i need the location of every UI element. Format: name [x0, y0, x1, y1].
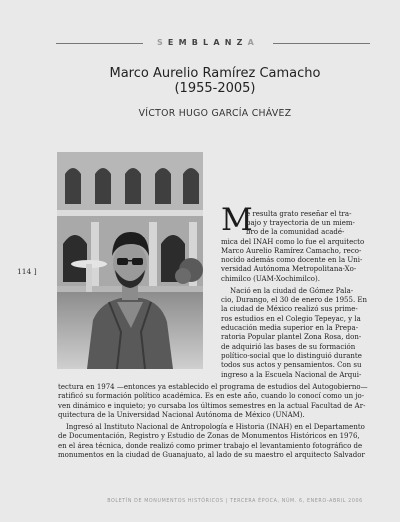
text-line: ros estudios en el Colegio Tepeyac, y la — [221, 315, 361, 323]
text-line: político-social que lo distinguió durante — [221, 352, 362, 360]
text-line: tectura en 1974 —entonces ya establecido el programa de estudios del Autogobierno— — [58, 383, 368, 391]
text-line: en el área técnica, donde realizó como primer trabajo el levantamiento fotográfico de — [58, 442, 363, 450]
text-line: monumentos en la ciudad de Guanajuato, al lado de su maestro el arquitecto Salvador — [58, 451, 365, 459]
drop-cap: M — [221, 202, 253, 238]
text-line: la ciudad de México realizó sus prime- — [221, 305, 358, 313]
text-line: bro de la comunidad acadé- — [246, 228, 345, 236]
text-line: ven dinámico e inquieto; yo cursaba los últimos semestres en la actual Facultad de Ar- — [58, 402, 366, 410]
text-line: educación media superior en la Prepa- — [221, 324, 359, 332]
text-line: versidad Autónoma Metropolitana-Xo- — [221, 265, 357, 273]
text-line: Marco Aurelio Ramírez Camacho, reco- — [221, 247, 362, 255]
text-line: de adquirió las bases de su formación — [221, 343, 356, 351]
text-line: de Documentación, Registro y Estudio de Zonas de Monumentos Históricos en 1976, — [58, 432, 360, 440]
article-author: VÍCTOR HUGO GARCÍA CHÁVEZ — [138, 108, 292, 119]
page-number: 114 ] — [17, 267, 37, 276]
article-title: Marco Aurelio Ramírez Camacho — [109, 66, 321, 81]
text-line: ratoria Popular plantel Zona Rosa, don- — [221, 333, 362, 341]
text-line: cio, Durango, el 30 de enero de 1955. En — [221, 296, 368, 304]
text-line: Nació en la ciudad de Gómez Pala- — [230, 287, 354, 295]
text-line: mica del INAH como lo fue el arquitecto — [221, 238, 365, 246]
text-line: ratificó su formación político académica. Es en este año, cuando lo conocí como un jo- — [58, 392, 365, 400]
text-line: chimilco (UAM-Xochimilco). — [221, 275, 320, 283]
text-line: quitectura de la Universidad Nacional Autónoma de México (UNAM). — [58, 411, 305, 419]
section-label: SEMBLANZA — [143, 36, 273, 50]
text-line: e resulta grato reseñar el tra- — [246, 210, 352, 218]
journal-footer: BOLETÍN DE MONUMENTOS HISTÓRICOS | TERCERA ÉPOCA, NÚM. 6, ENERO-ABRIL 2006 — [107, 499, 363, 504]
text-line: bajo y trayectoria de un miem- — [246, 219, 355, 227]
text-line: todos sus actos y pensamientos. Con su — [221, 361, 362, 369]
text-line: Ingresó al Instituto Nacional de Antropología e Historia (INAH) en el Departamento — [66, 423, 365, 431]
text-line: nocido además como docente en la Uni- — [221, 256, 363, 264]
article-dates: (1955-2005) — [174, 81, 256, 96]
text-line: ingreso a la Escuela Nacional de Arqui- — [221, 371, 362, 379]
portrait-photo — [57, 152, 203, 369]
